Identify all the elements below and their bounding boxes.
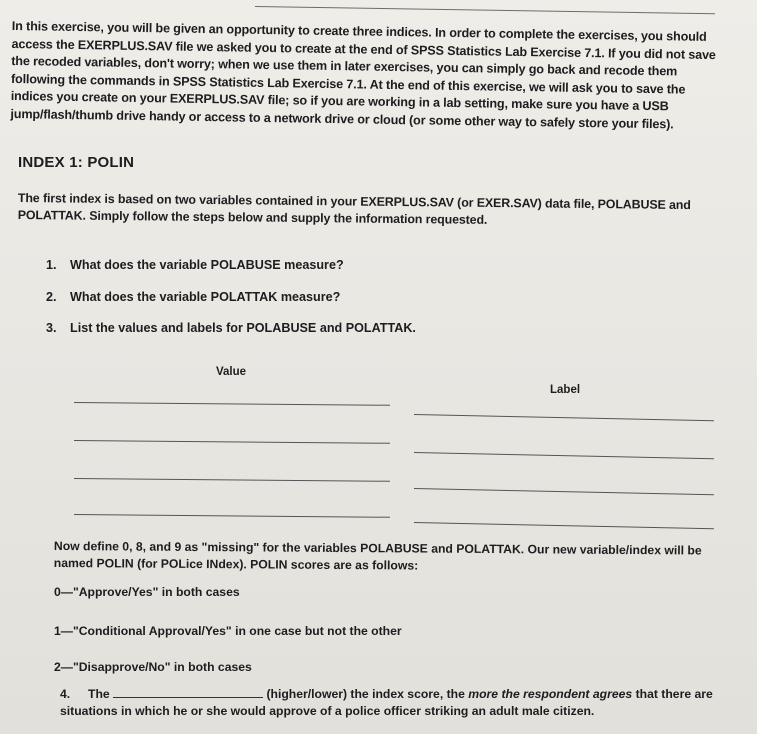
label-blank-4[interactable] (414, 522, 714, 529)
score-0: 0—"Approve/Yes" in both cases (54, 585, 240, 599)
top-divider (255, 6, 715, 14)
question-4-emphasis: more the respondent agrees (468, 687, 633, 701)
score-2: 2—"Disapprove/No" in both cases (54, 660, 252, 674)
higher-lower-blank[interactable] (113, 686, 263, 698)
label-blank-1[interactable] (414, 414, 714, 421)
value-blank-3[interactable] (74, 478, 390, 482)
value-column-header: Value (216, 366, 247, 378)
question-4 (60, 686, 720, 719)
intro-paragraph: In this exercise, you will be given an opportunity to create three indices. In order to complete the exercises, you should access the EXERPLUS.SAV file we asked you to create at the end of SPSS Statistics Lab Exercise 7.1. If you did not save the recoded variables, don't worry; when we use them in later exercises, you can simply go back and recode them following the commands in SPSS Statistics Lab Exercise 7.1. At the end of this exercise, we will ask you to save the indices you create on your EXERPLUS.SAV file; so if you are working in a lab setting, make sure you have a USB jump/flash/thumb drive handy or access to a network drive or cloud (or some other way to safely store your files). (10, 18, 716, 131)
label-blank-2[interactable] (414, 452, 714, 459)
question-1 (46, 258, 344, 272)
index-paragraph: The first index is based on two variables contained in your EXERPLUS.SAV (or EXER.SAV) data file, POLABUSE and POLATTAK. Simply follow the steps below and supply the information requested. (17, 190, 691, 227)
question-4-end: that there are situations in which he or she would approve of a police officer striking an adult male citizen. (60, 687, 713, 718)
question-text: What does the variable POLATTAK measure? (70, 290, 341, 304)
label-blank-3[interactable] (414, 488, 714, 495)
question-number: 3. (46, 321, 57, 335)
question-number: 2. (46, 290, 57, 304)
value-blank-1[interactable] (74, 402, 390, 406)
value-blank-4[interactable] (74, 514, 390, 518)
missing-values-paragraph: Now define 0, 8, and 9 as "missing" for the variables POLABUSE and POLATTAK. Our new variable/index will be named POLIN (for POLice INdex). POLIN scores are as follows: (53, 539, 702, 573)
question-4-before: The (88, 687, 110, 701)
value-blank-2[interactable] (74, 440, 390, 444)
score-1: 1—"Conditional Approval/Yes" in one case but not the other (54, 624, 402, 638)
question-text: List the values and labels for POLABUSE and POLATTAK. (70, 321, 416, 335)
label-column-header: Label (550, 384, 581, 396)
question-text: What does the variable POLABUSE measure? (70, 258, 344, 272)
question-3 (46, 321, 416, 335)
question-2 (46, 290, 340, 304)
index-heading: INDEX 1: POLIN (18, 154, 135, 171)
question-number: 4. (60, 687, 71, 701)
question-number: 1. (46, 258, 57, 272)
question-4-after: (higher/lower) the index score, the (266, 687, 465, 701)
